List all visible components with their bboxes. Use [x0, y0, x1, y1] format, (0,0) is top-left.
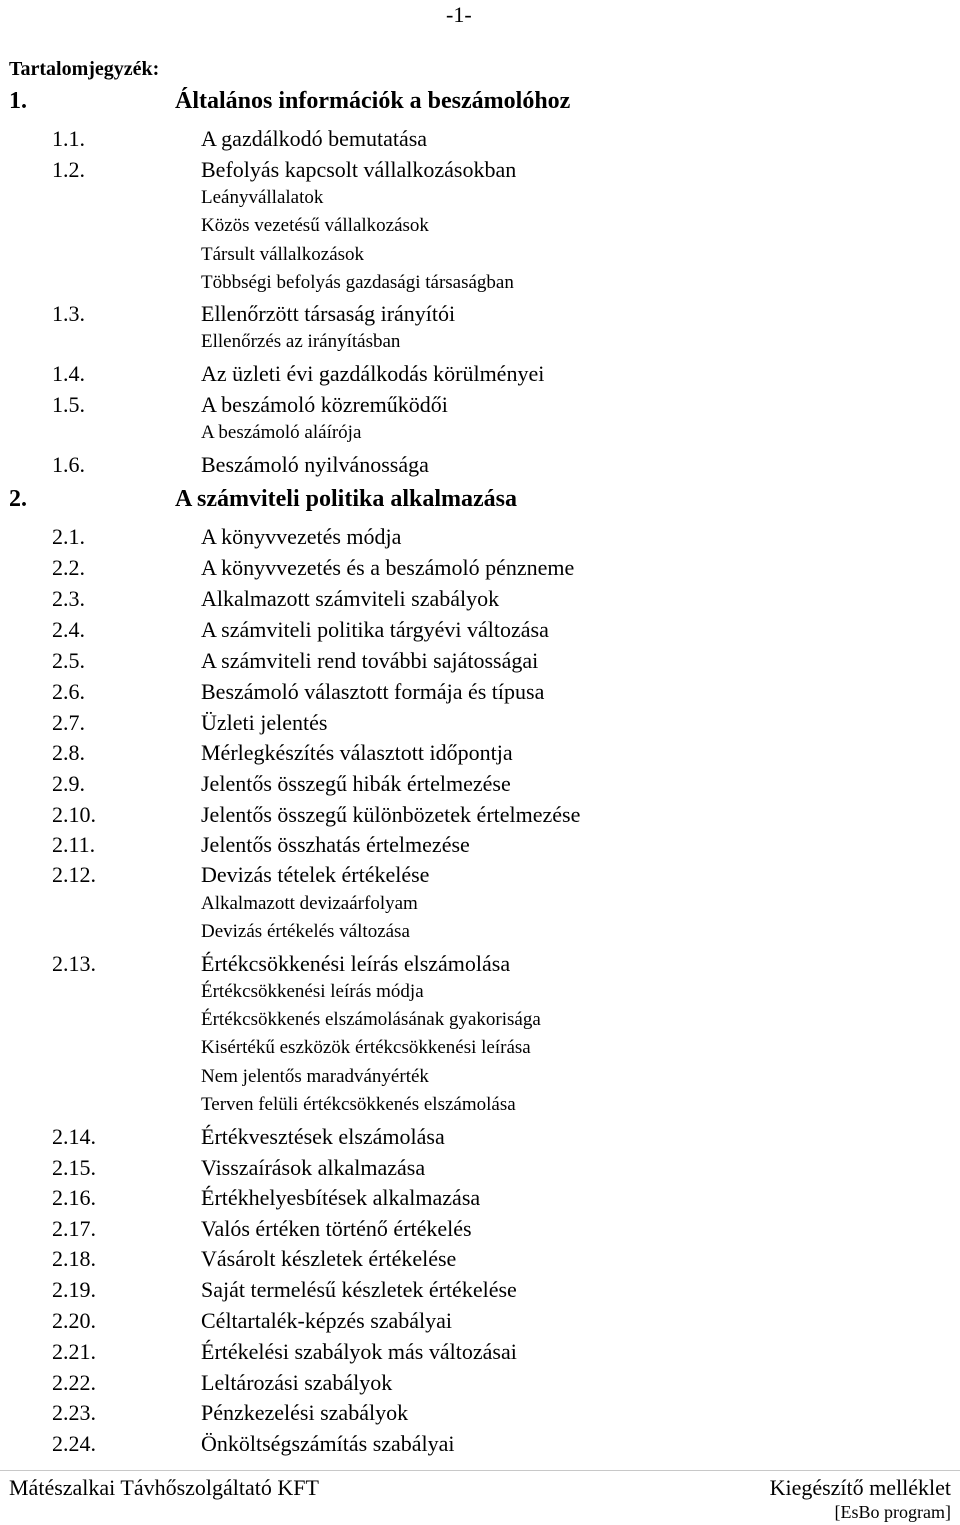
toc-item-text: Kisértékű eszközök értékcsökkenési leírása [201, 1037, 531, 1058]
toc-item-text: Ellenőrzés az irányításban [201, 331, 401, 352]
toc-item-number: 1.6. [52, 452, 85, 477]
toc-item-text: Jelentős összegű hibák értelmezése [201, 771, 511, 796]
toc-item-text: Visszaírások alkalmazása [201, 1155, 426, 1180]
toc-item-number: 2.18. [52, 1246, 96, 1271]
toc-item-text: Alkalmazott számviteli szabályok [201, 586, 500, 611]
toc-item-text: Vásárolt készletek értékelése [201, 1246, 457, 1271]
toc-item-text: Nem jelentős maradványérték [201, 1066, 429, 1087]
toc-item-text: Ellenőrzött társaság irányítói [201, 301, 456, 326]
toc-item-number: 2.15. [52, 1155, 96, 1180]
page-number: -1- [446, 2, 472, 27]
toc-item-number: 2.12. [52, 862, 96, 887]
toc-item-number: 1.2. [52, 157, 85, 182]
toc-item-number: 1. [9, 88, 27, 114]
toc-item-text: Értékcsökkenési leírás elszámolása [201, 951, 511, 976]
toc-item-text: Céltartalék-képzés szabályai [201, 1308, 453, 1333]
toc-item-text: Értékcsökkenési leírás módja [201, 981, 424, 1002]
toc-item-text: A könyvvezetés módja [201, 524, 402, 549]
toc-item-number: 2.4. [52, 617, 85, 642]
toc-item-text: Devizás tételek értékelése [201, 862, 430, 887]
toc-item-text: Önköltségszámítás szabályai [201, 1431, 455, 1456]
toc-item-text: A beszámoló közreműködői [201, 392, 448, 417]
toc-item-number: 2.20. [52, 1308, 96, 1333]
toc-item-text: Közös vezetésű vállalkozások [201, 215, 429, 236]
toc-item-number: 2.19. [52, 1277, 96, 1302]
toc-item-text: Az üzleti évi gazdálkodás körülményei [201, 361, 545, 386]
toc-item-text: A számviteli rend további sajátosságai [201, 648, 539, 673]
toc-item-number: 2.16. [52, 1185, 96, 1210]
toc-item-text: A számviteli politika tárgyévi változása [201, 617, 549, 642]
footer-doc-type: Kiegészítő melléklet [769, 1475, 951, 1500]
toc-item-number: 1.3. [52, 301, 85, 326]
footer-program: [EsBo program] [834, 1502, 951, 1522]
toc-item-text: Értékvesztések elszámolása [201, 1124, 445, 1149]
toc-item-text: Általános információk a beszámolóhoz [175, 88, 571, 114]
toc-item-text: Pénzkezelési szabályok [201, 1400, 409, 1425]
toc-item-text: Leányvállalatok [201, 187, 324, 208]
toc-item-text: Valós értéken történő értékelés [201, 1216, 472, 1241]
toc-item-text: Terven felüli értékcsökkenés elszámolása [201, 1094, 516, 1115]
toc-item-number: 2.2. [52, 555, 85, 580]
toc-item-text: Üzleti jelentés [201, 710, 328, 735]
toc-item-number: 2.14. [52, 1124, 96, 1149]
toc-item-text: Devizás értékelés változása [201, 921, 410, 942]
toc-item-text: Jelentős összhatás értelmezése [201, 832, 470, 857]
toc-item-number: 2.17. [52, 1216, 96, 1241]
toc-item-text: A számviteli politika alkalmazása [175, 486, 517, 512]
toc-item-number: 2.8. [52, 740, 85, 765]
toc-item-text: Jelentős összegű különbözetek értelmezése [201, 802, 581, 827]
toc-item-number: 2.5. [52, 648, 85, 673]
toc-item-text: Alkalmazott devizaárfolyam [201, 893, 418, 914]
toc-item-text: Társult vállalkozások [201, 244, 365, 265]
toc-item-number: 2.10. [52, 802, 96, 827]
toc-item-text: Értékelési szabályok más változásai [201, 1339, 517, 1364]
toc-item-text: Többségi befolyás gazdasági társaságban [201, 272, 514, 293]
toc-item-text: Leltározási szabályok [201, 1370, 393, 1395]
toc-item-number: 1.5. [52, 392, 85, 417]
toc-item-number: 2.1. [52, 524, 85, 549]
toc-item-number: 2.11. [52, 832, 96, 857]
toc-item-number: 2.7. [52, 710, 85, 735]
toc-item-text: A beszámoló aláírója [201, 422, 362, 443]
toc-item-number: 2.24. [52, 1431, 96, 1456]
toc-item-number: 2.22. [52, 1370, 96, 1395]
footer-company: Mátészalkai Távhőszolgáltató KFT [9, 1475, 319, 1500]
toc-item-text: Beszámoló választott formája és típusa [201, 679, 545, 704]
toc-item-text: A könyvvezetés és a beszámoló pénzneme [201, 555, 575, 580]
toc-item-number: 2.9. [52, 771, 85, 796]
toc-item-number: 2.13. [52, 951, 96, 976]
toc-item-number: 2.6. [52, 679, 85, 704]
toc-item-text: Értékcsökkenés elszámolásának gyakorisága [201, 1009, 541, 1030]
toc-item-text: Mérlegkészítés választott időpontja [201, 740, 513, 765]
toc-item-number: 2.21. [52, 1339, 96, 1364]
toc-item-text: A gazdálkodó bemutatása [201, 126, 428, 151]
toc-item-text: Beszámoló nyilvánossága [201, 452, 429, 477]
toc-item-number: 2.3. [52, 586, 85, 611]
footer-divider [0, 1470, 960, 1471]
toc-item-number: 2.23. [52, 1400, 96, 1425]
toc-item-text: Értékhelyesbítések alkalmazása [201, 1185, 481, 1210]
toc-item-text: Befolyás kapcsolt vállalkozásokban [201, 157, 517, 182]
toc-item-number: 1.1. [52, 126, 85, 151]
toc-item-number: 2. [9, 486, 27, 512]
toc-item-number: 1.4. [52, 361, 85, 386]
toc-title: Tartalomjegyzék: [9, 58, 160, 80]
toc-item-text: Saját termelésű készletek értékelése [201, 1277, 517, 1302]
